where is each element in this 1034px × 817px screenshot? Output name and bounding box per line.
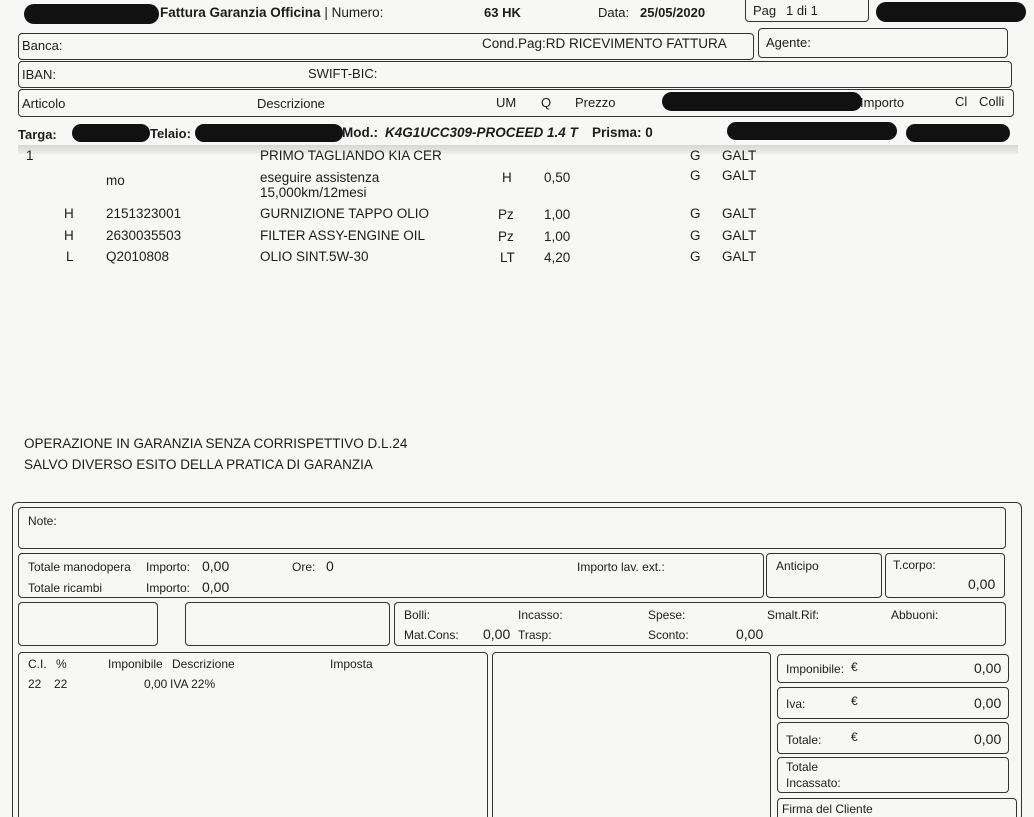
agente-label: Agente: [766, 35, 811, 50]
empty-box-2 [185, 602, 390, 646]
line-code: GALT [722, 168, 757, 183]
t-corpo-value: 0,00 [968, 576, 996, 592]
numero-value: 63 HK [484, 5, 521, 20]
middle-empty-box [492, 652, 771, 817]
vat-row-imponibile: 0,00 [144, 677, 168, 691]
iban-box [18, 61, 1012, 88]
vat-header-pct: % [56, 657, 67, 671]
col-colli: Colli [979, 94, 1005, 109]
t-corpo-label: T.corpo: [893, 558, 936, 572]
line-description: PRIMO TAGLIANDO KIA CER [260, 148, 442, 163]
line-articolo: 2630035503 [106, 228, 182, 243]
iban-label: IBAN: [22, 67, 56, 82]
abbuoni-label: Abbuoni: [891, 608, 939, 622]
ore-label: Ore: [292, 560, 316, 574]
line-description: OLIO SINT.5W-30 [260, 249, 369, 264]
col-um: UM [496, 95, 517, 110]
line-item [0, 228, 1034, 248]
title-separator: | [324, 5, 328, 20]
invoice-title [160, 5, 383, 20]
totale-label: Totale: [786, 733, 822, 747]
line-tipo: L [66, 249, 74, 264]
importo-lav-ext-label: Importo lav. ext.: [577, 560, 665, 574]
cond-pag-value: RD RICEVIMENTO FATTURA [545, 36, 727, 51]
redacted-vehicle-right-b [906, 124, 1010, 142]
redacted-logo [24, 4, 159, 24]
bolli-label: Bolli: [404, 608, 431, 622]
cond-pag-label: Cond.Pag: [482, 36, 546, 51]
line-um: Pz [498, 229, 514, 244]
vat-row-descrizione: IVA 22% [170, 677, 216, 691]
note-label: Note: [28, 514, 57, 528]
line-um: H [502, 170, 512, 185]
tot-manodopera-importo-label: Importo: [146, 560, 191, 574]
line-tipo: H [64, 206, 74, 221]
pag-value: 1 di 1 [786, 3, 818, 18]
col-q: Q [541, 95, 552, 110]
line-g: G [690, 148, 701, 163]
mod-label: Mod.: [342, 125, 378, 140]
tot-ricambi-label: Totale ricambi [28, 581, 103, 595]
line-description-2: 15,000km/12mesi [260, 185, 367, 200]
mat-cons-value: 0,00 [483, 626, 511, 642]
iva-label: Iva: [786, 697, 806, 711]
vat-header-ci: C.I. [28, 657, 47, 671]
line-item [0, 206, 1034, 226]
prisma-value: 0 [645, 125, 653, 140]
line-code: GALT [722, 249, 757, 264]
sconto-label: Sconto: [648, 628, 689, 642]
col-articolo: Articolo [22, 96, 66, 111]
iva-currency: € [851, 694, 858, 708]
col-descrizione: Descrizione [257, 96, 325, 111]
cond-pag [482, 36, 727, 51]
redacted-telaio [195, 124, 343, 142]
redacted-column [662, 92, 862, 111]
line-q: 1,00 [544, 229, 571, 244]
empty-box-1 [18, 602, 158, 646]
pag-label: Pag [753, 3, 777, 18]
line-g: G [690, 228, 701, 243]
line-code: GALT [722, 228, 757, 243]
totale-currency: € [851, 730, 858, 744]
trasp-label: Trasp: [518, 628, 552, 642]
line-code: GALT [722, 206, 757, 221]
line-g: G [690, 249, 701, 264]
vat-header-descrizione: Descrizione [172, 657, 235, 671]
telaio-label: Telaio: [150, 126, 191, 141]
invoice-title-a: Fattura Garanzia [160, 5, 267, 20]
totale-incassato-label-1: Totale [786, 760, 819, 774]
mod-value: K4G1UCC309-PROCEED 1.4 T [385, 125, 578, 140]
prisma [592, 125, 653, 140]
vat-summary-box [18, 652, 488, 817]
redacted-targa [72, 124, 150, 142]
imponibile-label: Imponibile: [786, 662, 845, 676]
vat-header-imponibile: Imponibile [108, 657, 163, 671]
line-number: 1 [26, 148, 34, 163]
line-g: G [690, 168, 701, 183]
line-description: eseguire assistenza [260, 170, 380, 185]
line-item [0, 146, 1034, 166]
tot-ricambi-importo-label: Importo: [146, 581, 191, 595]
line-um: LT [500, 250, 515, 265]
imponibile-value: 0,00 [974, 660, 1002, 676]
incasso-label: Incasso: [518, 608, 563, 622]
warranty-notice-1: OPERAZIONE IN GARANZIA SENZA CORRISPETTIVO D.L.24 [24, 436, 408, 451]
vat-row-pct: 22 [54, 677, 68, 691]
numero-label: Numero: [331, 5, 384, 20]
sconto-value: 0,00 [736, 626, 764, 642]
line-code: GALT [722, 148, 757, 163]
mat-cons-label: Mat.Cons: [404, 628, 459, 642]
line-q: 4,20 [544, 250, 571, 265]
imponibile-currency: € [851, 660, 858, 674]
line-item [0, 249, 1034, 269]
warranty-notice-2: SALVO DIVERSO ESITO DELLA PRATICA DI GARANZIA [24, 457, 373, 472]
firma-label: Firma del Cliente [782, 802, 873, 816]
smalt-rif-label: Smalt.Rif: [767, 608, 820, 622]
redacted-header-right [876, 2, 1026, 22]
invoice-title-b: Officina [270, 5, 321, 20]
ore-value: 0 [326, 558, 334, 574]
tot-manodopera-label: Totale manodopera [28, 560, 131, 574]
line-description: FILTER ASSY-ENGINE OIL [260, 228, 426, 243]
swift-label: SWIFT-BIC: [308, 66, 378, 81]
data-value: 25/05/2020 [640, 5, 706, 20]
spese-label: Spese: [648, 608, 686, 622]
iva-value: 0,00 [974, 695, 1002, 711]
line-q: 1,00 [544, 207, 571, 222]
note-box [18, 507, 1006, 549]
line-item [0, 168, 1034, 202]
line-tipo: H [64, 228, 74, 243]
line-articolo: 2151323001 [106, 206, 182, 221]
line-q: 0,50 [544, 170, 571, 185]
col-cl: Cl [955, 94, 968, 109]
redacted-vehicle-right-a [727, 122, 897, 140]
tot-ricambi-value: 0,00 [202, 579, 230, 595]
line-g: G [690, 206, 701, 221]
prisma-label: Prisma: [592, 125, 642, 140]
line-articolo: Q2010808 [106, 249, 170, 264]
tot-manodopera-value: 0,00 [202, 558, 230, 574]
col-importo: Importo [860, 95, 905, 110]
data-label: Data: [598, 5, 630, 20]
totale-incassato-label-2: Incassato: [786, 776, 841, 790]
line-um: Pz [498, 207, 514, 222]
anticipo-label: Anticipo [776, 559, 819, 573]
targa-label: Targa: [18, 127, 57, 142]
vat-row-ci: 22 [28, 677, 42, 691]
vat-header-imposta: Imposta [330, 657, 373, 671]
col-prezzo: Prezzo [575, 95, 616, 110]
totale-value: 0,00 [974, 731, 1002, 747]
line-articolo: mo [106, 173, 125, 188]
line-description: GURNIZIONE TAPPO OLIO [260, 206, 430, 221]
banca-label: Banca: [22, 38, 63, 53]
